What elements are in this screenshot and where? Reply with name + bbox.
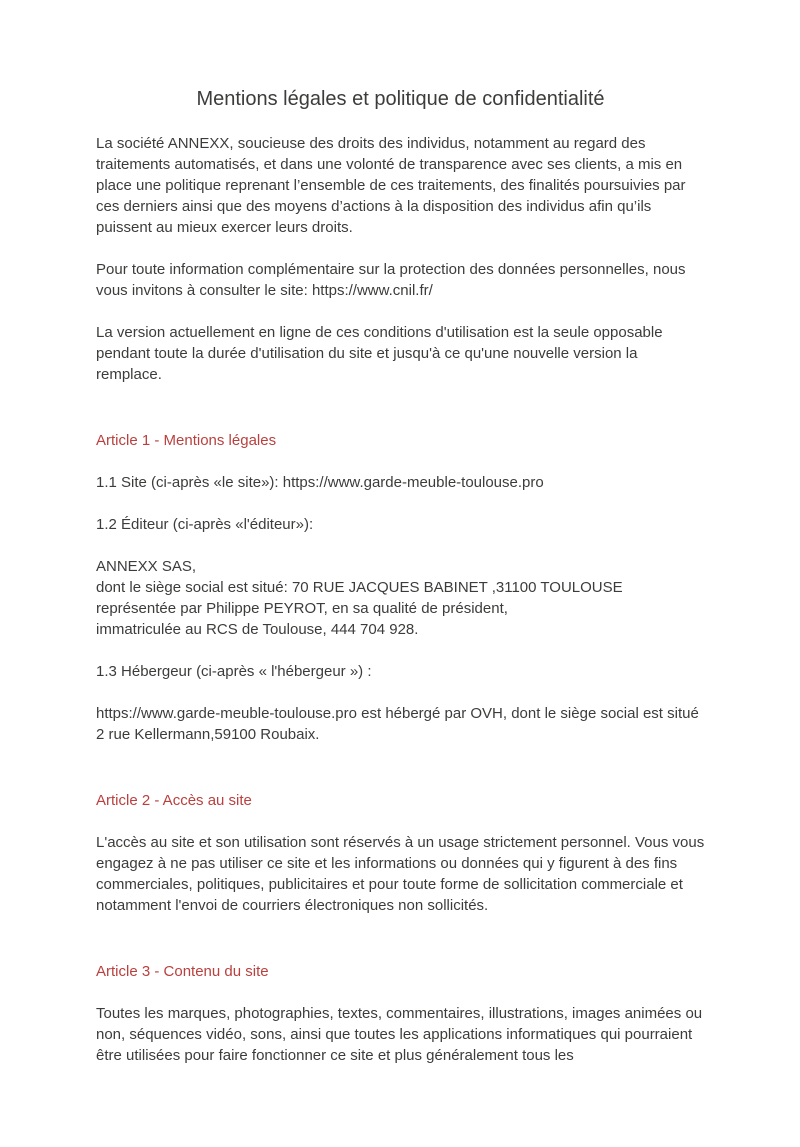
article-1-hebergeur-paragraph: https://www.garde-meuble-toulouse.pro est hébergé par OVH, dont le siège social est situé 2 rue Kellermann,59100 Roubaix.: [96, 705, 699, 743]
address-line-representant: représentée par Philippe PEYROT, en sa qualité de président,: [96, 600, 508, 617]
address-line-siege: dont le siège social est situé: 70 RUE JACQUES BABINET ,31100 TOULOUSE: [96, 579, 623, 596]
article-1-site-line: 1.1 Site (ci-après «le site»): https://www.garde-meuble-toulouse.pro: [96, 474, 544, 491]
article-2-heading: Article 2 - Accès au site: [96, 792, 252, 809]
article-3-heading: Article 3 - Contenu du site: [96, 963, 269, 980]
intro-paragraph-1: La société ANNEXX, soucieuse des droits des individus, notamment au regard des traitements automatisés, et dans une volonté de transparence avec ses clients, a mis en place une politique reprenant l’ensemble de ces traitements, des finalités poursuivies par ces derniers ainsi que des moyens d’actions à la disposition des individus afin qu’ils puissent au mieux exercer leurs droits.: [96, 135, 686, 236]
page-title: Mentions légales et politique de confidentialité: [196, 88, 605, 110]
address-line-rcs: immatriculée au RCS de Toulouse, 444 704 928.: [96, 621, 419, 638]
address-line-company: ANNEXX SAS,: [96, 558, 197, 575]
article-1-editeur-line: 1.2 Éditeur (ci-après «l'éditeur»):: [96, 516, 314, 533]
article-2-paragraph: L'accès au site et son utilisation sont réservés à un usage strictement personnel. Vous vous engagez à ne pas utiliser ce site et les informations ou données qui y figurent à des fins commerciales, politiques, publicitaires et pour toute forme de sollicitation commerciale et notamment l'envoi de courriers électroniques non sollicités.: [96, 834, 705, 914]
intro-paragraph-2: Pour toute information complémentaire sur la protection des données personnelles, nous vous invitons à consulter le site: https://www.cnil.fr/: [96, 261, 686, 299]
article-1-address-block: [96, 556, 705, 640]
article-1-hebergeur-line: 1.3 Hébergeur (ci-après « l'hébergeur ») :: [96, 663, 372, 680]
article-3-paragraph: Toutes les marques, photographies, textes, commentaires, illustrations, images animées ou non, séquences vidéo, sons, ainsi que toutes les applications informatiques qui pourraient être utilisées pour faire fonctionner ce site et plus généralement tous les: [96, 1005, 703, 1064]
intro-paragraph-3: La version actuellement en ligne de ces conditions d'utilisation est la seule opposable pendant toute la durée d'utilisation du site et jusqu'à ce qu'une nouvelle version la remplace.: [96, 324, 663, 383]
article-1-heading: Article 1 - Mentions légales: [96, 432, 277, 449]
